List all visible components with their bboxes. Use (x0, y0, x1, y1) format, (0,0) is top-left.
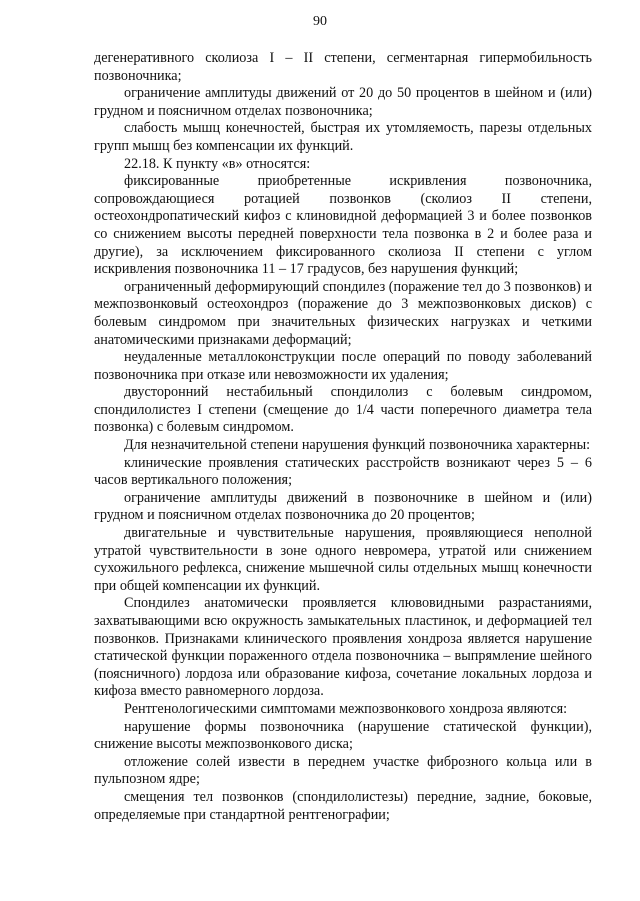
paragraph: нарушение формы позвоночника (нарушение статической функции), снижение высоты межпозвонкового диска; (94, 718, 592, 753)
paragraph: Спондилез анатомически проявляется клювовидными разрастаниями, захватывающими всю окружность замыкательных пластинок, и деформацией тел позвонков. Признаками клинического проявления хондроза является нарушение статической функции пораженного отдела позвоночника – выпрямление шейного (поясничного) лордоза или образование кифоза, сочетание локальных лордоза и кифоза вместо равномерного лордоза. (94, 595, 592, 700)
paragraph: слабость мышц конечностей, быстрая их утомляемость, парезы отдельных групп мышц без компенсации их функций. (94, 120, 592, 154)
paragraph: фиксированные приобретенные искривления позвоночника, сопровождающиеся ротацией позвонков (сколиоз II степени, остеохондропатический кифоз с клиновидной деформацией 3 и более позвонков со снижением высоты передней поверхности тела позвонка в 2 и более раза и другие), за исключением фиксированного сколиоза II степени с углом искривления позвоночника 11 – 17 градусов, без нарушения функций; (94, 173, 592, 278)
paragraph: Для незначительной степени нарушения функций позвоночника характерны: (124, 437, 591, 454)
paragraph: неудаленные металлоконструкции после операций по поводу заболеваний позвоночника при отказе или невозможности их удаления; (94, 349, 592, 383)
paragraph: дегенеративного сколиоза I – II степени, сегментарная гипермобильность позвоночника; (94, 50, 592, 84)
paragraph: ограничение амплитуды движений в позвоночнике в шейном и (или) грудном и поясничном отделах позвоночника до 20 процентов; (94, 489, 592, 524)
paragraph: смещения тел позвонков (спондилолистезы) передние, задние, боковые, определяемые при стандартной рентгенографии; (94, 788, 592, 823)
page-number: 90 (313, 14, 327, 29)
paragraph: клинические проявления статических расстройств возникают через 5 – 6 часов вертикального положения; (94, 454, 592, 489)
paragraph: Рентгенологическими симптомами межпозвонкового хондроза являются: (124, 700, 568, 717)
paragraph: двигательные и чувствительные нарушения, проявляющиеся неполной утратой чувствительности в зоне одного невромера, утратой или снижением сухожильного рефлекса, снижение мышечной силы отдельных мышц конечности при общей компенсации их функций. (94, 525, 592, 594)
section-heading: 22.18. К пункту «в» относятся: (124, 155, 311, 172)
paragraph: двусторонний нестабильный спондилолиз с болевым синдромом, спондилолистез I степени (смещение до 1/4 части поперечного диаметра тела позвонка) с болевым синдромом. (94, 384, 592, 436)
paragraph: отложение солей извести в переднем участке фиброзного кольца или в пульпозном ядре; (94, 753, 592, 788)
document-body (94, 50, 592, 824)
paragraph: ограниченный деформирующий спондилез (поражение тел до 3 позвонков) и межпозвонковый остеохондроз (поражение до 3 межпозвонковых дисков) с болевым синдромом при значительных физических нагрузках и четкими анатомическими признаками деформаций; (94, 278, 592, 348)
paragraph: ограничение амплитуды движений от 20 до 50 процентов в шейном и (или) грудном и поясничном отделах позвоночника; (94, 85, 592, 119)
